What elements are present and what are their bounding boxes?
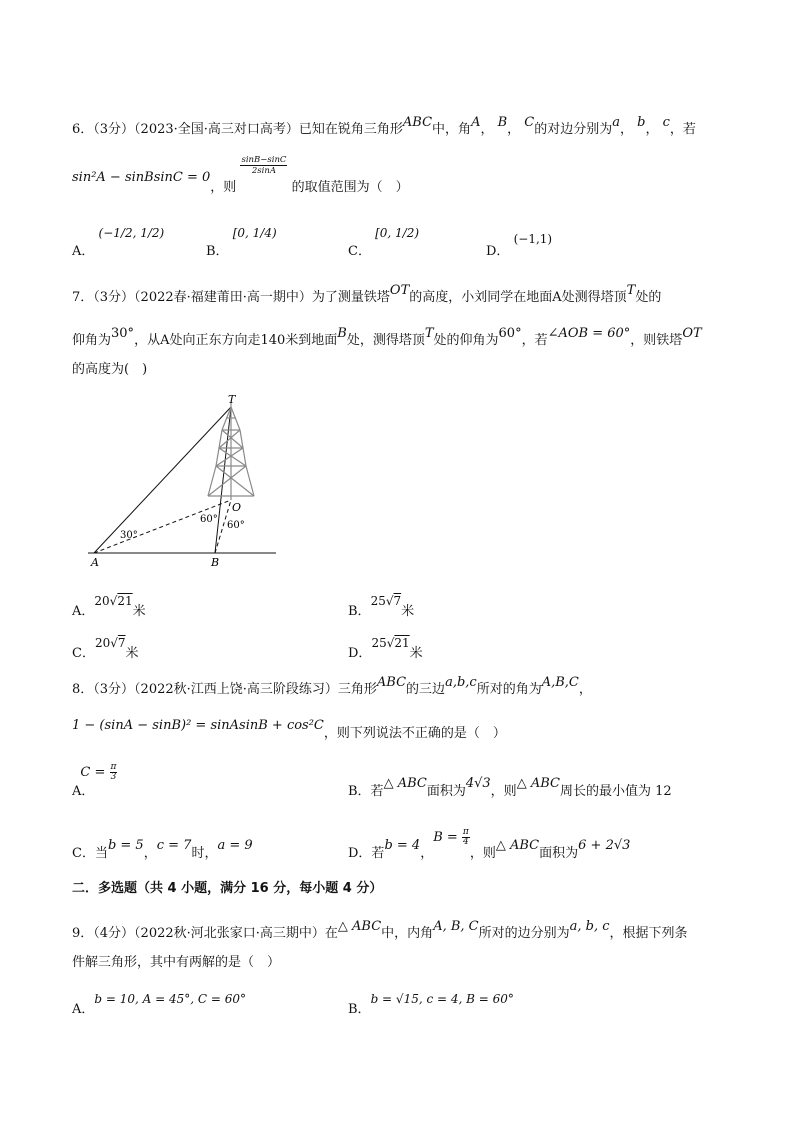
q8-option-b-text3: 周长的最小值为 12 [559,784,672,799]
q8-stem-line1 [72,675,592,697]
q9-stem-line1 [72,919,688,941]
q6-frac-num: sinB−sinC [241,155,287,165]
q7-option-b-radicand: 7 [393,594,402,608]
q7-option-c-unit: 米 [125,646,139,661]
q8-option-a[interactable] [72,762,117,799]
q6-option-a[interactable] [72,222,165,259]
q7-OT: OT [389,283,410,298]
q8-option-c[interactable] [72,834,253,861]
q8-angles: A,B,C [541,675,579,690]
q8-option-b-text1: 面积为 [426,784,466,799]
q6-text5: 的取值范围为（ ） [291,180,409,195]
label-A: A [91,556,99,569]
q7-option-c[interactable] [72,632,139,661]
q9-head: 9．（4分）（2022秋·河北张家口·高三期中）在 [72,926,338,941]
q8-option-d-sep: ， [420,846,434,861]
line-AT [94,407,231,553]
q8-option-c-text: 时， [191,846,218,861]
q9-option-b-label: B． [348,1002,371,1017]
q7-option-c-label: C． [72,646,95,661]
q6-option-c-label: C． [348,244,371,259]
q6-frac-den: 2sinA [251,166,276,176]
q7-stem-line3 [72,358,147,377]
q7-option-b[interactable] [348,590,415,619]
q6-option-b[interactable] [206,222,277,259]
q9-text3: ，根据下列条 [609,926,688,941]
q9-text1: 中，内角 [381,926,434,941]
q7-stem-line2 [72,326,702,348]
q7-option-d[interactable] [348,632,423,661]
q7-line2-c: 处，测得塔顶 [346,333,425,348]
q9-option-a-value: b = 10, A = 45°, C = 60° [94,992,247,1006]
q8-option-b[interactable] [348,772,672,799]
q8-option-a-num: π [110,762,117,772]
q6-side-a: a [612,115,621,130]
q8-option-a-frac [110,763,118,782]
label-angle-60-right: 60° [227,520,245,531]
q7-T: T [626,283,636,298]
q7-option-d-root: √21 [386,636,410,650]
q7-line2-d: 处的仰角为 [433,333,499,348]
q9-line2: 件解三角形，其中有两解的是（ ） [72,955,281,970]
q7-OT2: OT [682,326,702,341]
q6-option-c[interactable] [348,222,420,259]
q6-text4: ，则 [210,180,237,195]
q9-option-a[interactable] [72,988,247,1017]
q8-text2: 所对的角为 [476,682,542,697]
q7-option-b-root: √7 [385,594,402,608]
section-heading: 二．多选题（共 4 小题，满分 16 分，每小题 4 分） [72,881,383,896]
q8-option-d-label: D．若 [348,846,385,861]
q7-option-a-unit: 米 [132,604,146,619]
q7-option-d-coef: 25 [371,636,387,650]
q8-option-c-a: a = 9 [217,838,253,853]
q8-option-d-b: b = 4 [384,838,421,853]
label-angle-60-left: 60° [200,514,218,525]
q8-equation: 1 − (sinA − sinB)² = sinAsinB + cos²C [72,718,324,733]
q6-angle-A: A [471,115,481,130]
q8-option-c-sep: ， [143,846,157,861]
q7-option-b-unit: 米 [401,604,415,619]
q8-option-c-b: b = 5 [107,838,144,853]
q8-text1: 的三边 [406,682,446,697]
q6-head: 6．（3分）（2023·全国·高三对口高考）已知在锐角三角形 [72,122,403,137]
q6-option-c-value: [0, 1/2) [375,226,420,240]
q7-angle30: 30° [111,326,135,341]
q9-option-b-value: b = √15, c = 4, B = 60° [370,992,514,1006]
q8-option-d-triangle: △ ABC [495,838,540,853]
q8-option-d-text1: ，则 [469,846,496,861]
q8-option-a-lhs: C = [80,765,106,780]
q7-option-a-root: √21 [109,594,133,608]
q8-option-b-label: B．若 [348,784,384,799]
q6-option-d[interactable] [486,228,553,259]
q7-text1: 的高度，小刘同学在地面A处测得塔顶 [409,290,627,305]
label-B: B [211,556,220,569]
q7-option-c-coef: 20 [94,636,111,650]
q6-side-b: b [637,115,646,130]
q6-condition: sin²A − sinBsinC = 0 [72,170,211,185]
q7-line2-b: ，从A处向正东方向走140米到地面 [134,333,338,348]
q9-sides: a, b, c [569,919,610,934]
q8-head: 8．（3分）（2022秋·江西上饶·高三阶段练习）三角形 [72,682,377,697]
q9-option-a-label: A． [72,1002,95,1017]
q8-stem-line2 [72,714,506,741]
q7-line3: 的高度为( ) [72,362,148,377]
q8-option-d-value: 6 + 2√3 [578,838,631,853]
q7-option-c-radicand: 7 [117,636,126,650]
q7-head: 7．（3分）（2022春·福建莆田·高一期中）为了测量铁塔 [72,290,390,305]
q7-option-d-radicand: 21 [394,636,410,650]
q6-angle-C: C [524,115,535,130]
q8-option-c-c: c = 7 [156,838,192,853]
label-angle-30: 30° [120,530,138,541]
q7-text2: 处的 [635,290,662,305]
q7-option-c-root: √7 [110,636,126,650]
q6-text1: 中，角 [432,122,472,137]
q8-option-a-den: 3 [110,772,117,782]
q8-option-d-frac [462,828,470,847]
q7-B: B [337,326,347,341]
q8-option-d-num: π [462,827,469,837]
q6-angle-B: B [497,115,508,130]
q8-option-b-triangle2: △ ABC [516,776,560,791]
q8-option-a-label: A． [72,784,95,799]
q6-side-c: c [662,115,670,130]
q7-option-d-label: D． [348,646,372,661]
q6-fraction [240,155,287,176]
label-O: O [232,501,242,514]
q7-angle60: 60° [498,326,522,341]
label-T: T [228,393,236,406]
q7-option-b-coef: 25 [370,594,386,608]
q7-aob: ∠AOB = 60° [547,326,631,341]
q7-line2-a: 仰角为 [72,333,112,348]
q9-option-b[interactable] [348,988,514,1017]
q7-T2: T [424,326,434,341]
q6-triangle: ABC [402,115,433,130]
q7-option-b-label: B． [348,604,371,619]
q8-option-b-text2: ，则 [490,784,517,799]
q9-text2: 所对的边分别为 [478,926,570,941]
q7-option-a-radicand: 21 [117,594,133,608]
q8-option-d-text2: 面积为 [539,846,579,861]
q8-option-b-area: 4√3 [465,776,491,791]
q8-option-b-triangle: △ ABC [383,776,427,791]
q9-triangle: △ ABC [337,919,382,934]
q7-option-a-label: A． [72,604,95,619]
line-AO [94,500,231,553]
q6-stem-line2 [72,155,409,195]
q7-option-d-unit: 米 [409,646,423,661]
q6-option-d-value: (−1,1) [513,232,553,246]
q6-option-b-value: [0, 1/4) [232,226,277,240]
q8-option-c-label: C．当 [72,846,108,861]
q7-option-a-coef: 20 [94,594,110,608]
q8-triangle: ABC [376,675,407,690]
q7-line2-f: ，则铁塔 [630,333,683,348]
q8-text4: ，则下列说法不正确的是（ ） [323,726,506,741]
q6-option-a-label: A． [72,244,95,259]
tower-icon [208,402,254,500]
q9-angles: A, B, C [433,919,479,934]
q6-stem-line1: 6．（3分）（2023·全国·高三对口高考）已知在锐角三角形ABC中，角A， B， C的对边分别为a， b， c，若 [72,115,696,137]
q9-stem-line2 [72,951,280,970]
q7-line2-e: ，若 [521,333,548,348]
q8-option-d-B: B = [433,830,458,845]
q6-option-b-label: B． [206,244,229,259]
q8-sides: a,b,c [445,675,477,690]
q7-stem-line1 [72,283,662,305]
q6-text3: ，若 [669,122,696,137]
q8-text3: ， [578,682,592,697]
q8-option-d[interactable] [348,826,631,861]
q6-option-a-value: (−1/2, 1/2) [98,226,165,240]
q8-option-d-den: 4 [463,837,469,847]
q7-tower-figure [80,390,290,570]
q7-option-a[interactable] [72,590,146,619]
q6-option-d-label: D． [486,244,510,259]
q6-text2: 的对边分别为 [534,122,613,137]
